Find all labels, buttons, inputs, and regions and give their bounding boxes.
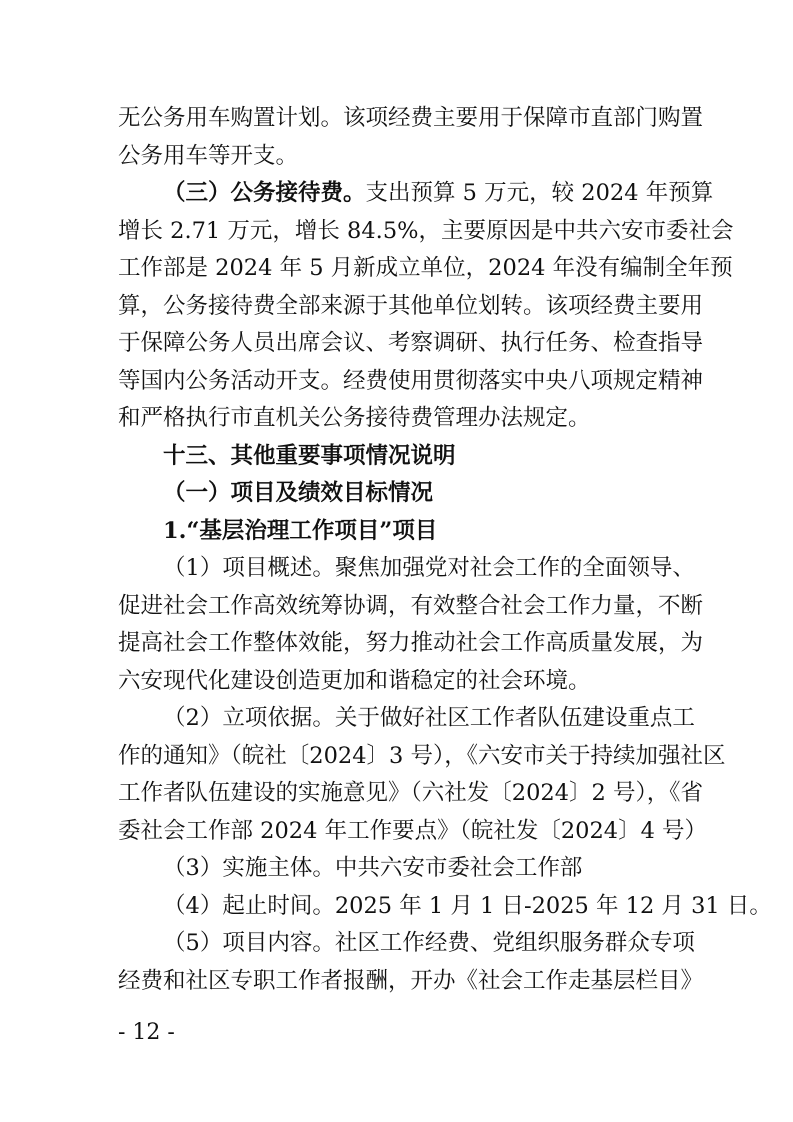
paragraph-line: 公务用车等开支。 bbox=[118, 143, 299, 169]
paragraph-line: 算，公务接待费全部来源于其他单位划转。该项经费主要用 bbox=[118, 293, 704, 319]
paragraph-line: （5）项目内容。社区工作经费、党组织服务群众专项 bbox=[163, 930, 695, 956]
section-heading-reception-fee: （三）公务接待费。支出预算 5 万元，较 2024 年预算 bbox=[163, 180, 714, 206]
paragraph-line: （3）实施主体。中共六安市委社会工作部 bbox=[163, 855, 583, 881]
paragraph-line: 无公务用车购置计划。该项经费主要用于保障市直部门购置 bbox=[118, 105, 704, 131]
heading-label: （三）公务接待费。 bbox=[163, 180, 366, 206]
subsection-heading: （一）项目及绩效目标情况 bbox=[163, 480, 434, 506]
paragraph-line: 作的通知》（皖社〔2024〕3 号），《六安市关于持续加强社区 bbox=[118, 743, 726, 769]
page-number: - 12 - bbox=[118, 1020, 175, 1045]
paragraph-line: 提高社会工作整体效能，努力推动社会工作高质量发展，为 bbox=[118, 630, 704, 656]
paragraph-line: 经费和社区专职工作者报酬，开办《社会工作走基层栏目》 bbox=[118, 968, 704, 994]
paragraph-line: 等国内公务活动开支。经费使用贯彻落实中央八项规定精神 bbox=[118, 368, 704, 394]
paragraph-line: 委社会工作部 2024 年工作要点》（皖社发〔2024〕4 号） bbox=[118, 818, 708, 844]
section-heading-13: 十三、其他重要事项情况说明 bbox=[163, 443, 456, 469]
item-heading: 1.“基层治理工作项目”项目 bbox=[163, 518, 438, 544]
paragraph-line: 于保障公务人员出席会议、考察调研、执行任务、检查指导 bbox=[118, 330, 704, 356]
paragraph-line: 工作者队伍建设的实施意见》（六社发〔2024〕2 号），《省 bbox=[118, 780, 703, 806]
paragraph-line: 增长 2.71 万元，增长 84.5%，主要原因是中共六安市委社会 bbox=[118, 218, 734, 244]
paragraph-line: （4）起止时间。2025 年 1 月 1 日-2025 年 12 月 31 日。 bbox=[163, 893, 772, 919]
paragraph-line: 和严格执行市直机关公务接待费管理办法规定。 bbox=[118, 405, 591, 431]
paragraph-line: （2）立项依据。关于做好社区工作者队伍建设重点工 bbox=[163, 705, 695, 731]
paragraph-line: （1）项目概述。聚焦加强党对社会工作的全面领导、 bbox=[163, 555, 695, 581]
paragraph-line: 工作部是 2024 年 5 月新成立单位，2024 年没有编制全年预 bbox=[118, 255, 733, 281]
paragraph-line: 六安现代化建设创造更加和谐稳定的社会环境。 bbox=[118, 668, 591, 694]
paragraph-line: 促进社会工作高效统筹协调，有效整合社会工作力量，不断 bbox=[118, 593, 704, 619]
